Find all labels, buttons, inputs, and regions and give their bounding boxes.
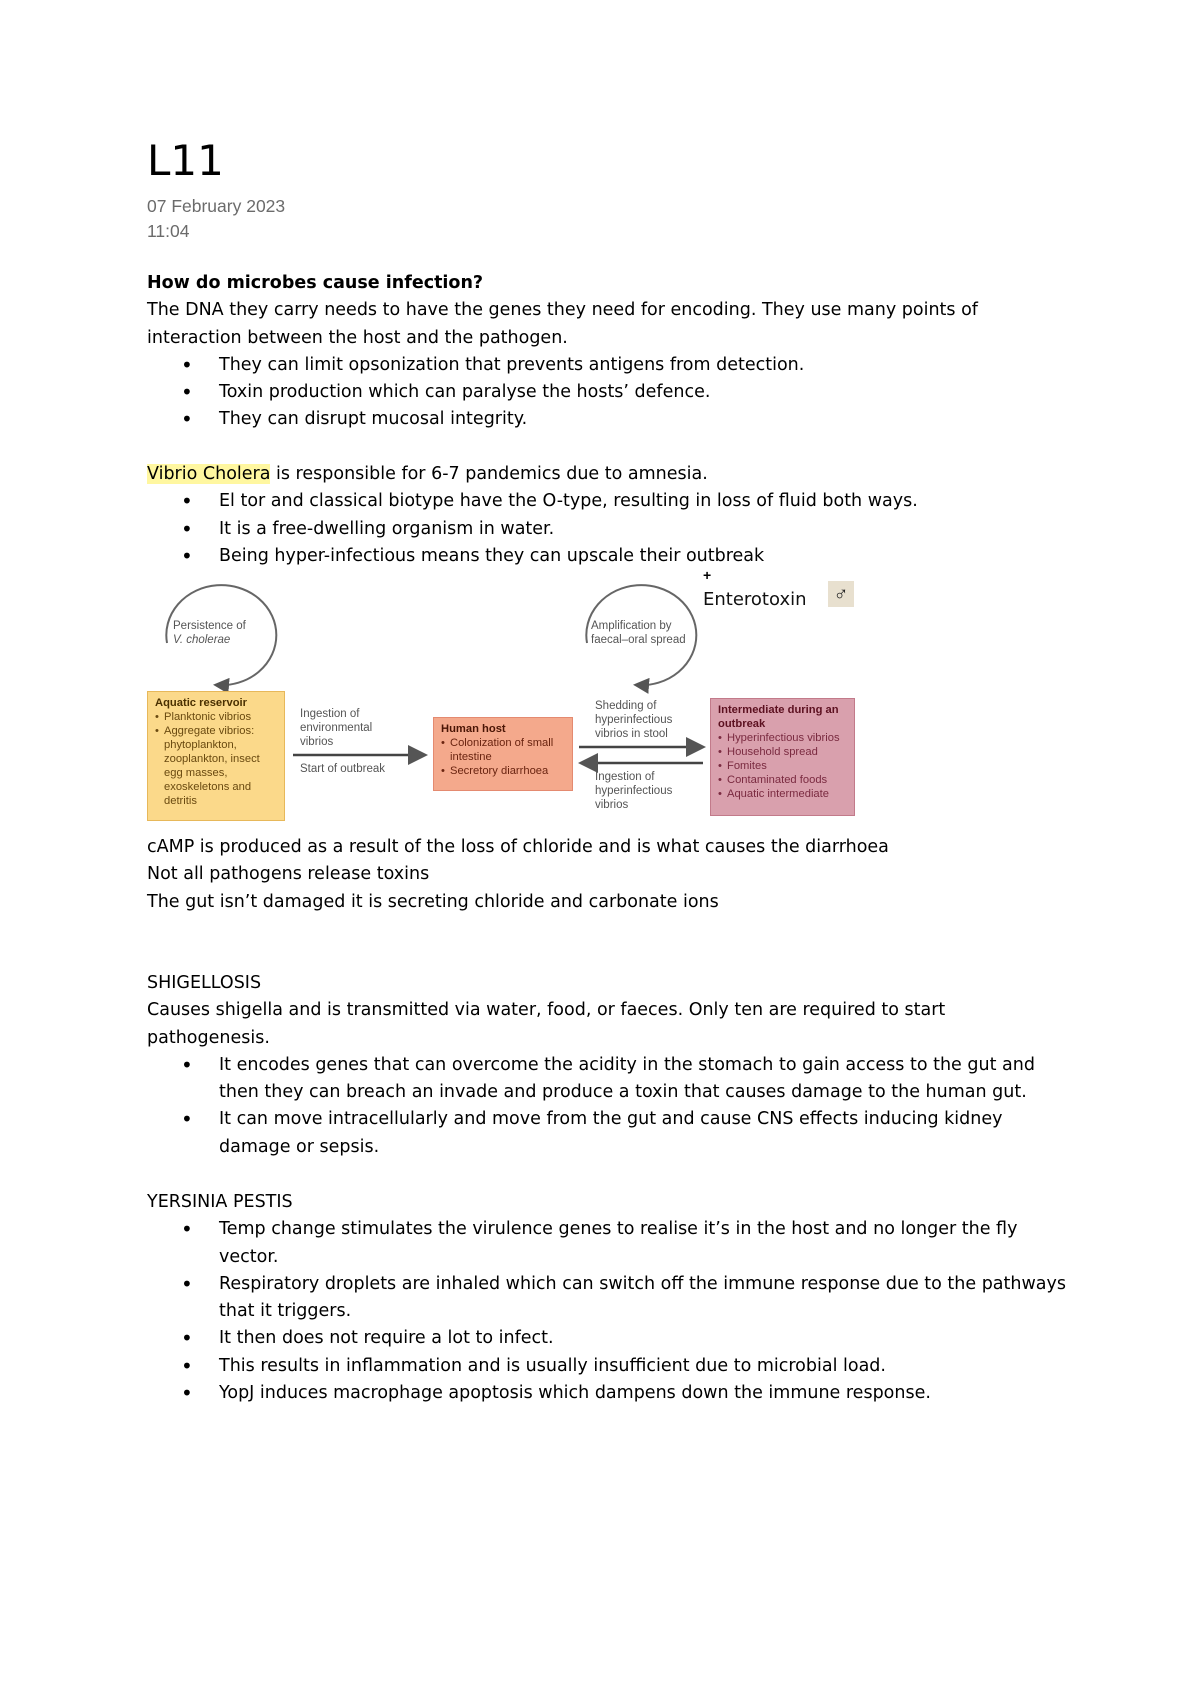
- camp-line: The gut isn’t damaged it is secreting chloride and carbonate ions: [147, 891, 719, 912]
- intro-section: [147, 270, 1067, 434]
- list-item: • Temp change stimulates the virulence genes to realise it’s in the host and no longer the fly vector.: [147, 1216, 1067, 1271]
- cycle-right-line: Amplification by: [591, 620, 672, 632]
- human-host-box: [433, 717, 573, 791]
- list-item: • Planktonic vibrios: [155, 710, 277, 724]
- label-line: vibrios: [595, 799, 629, 811]
- list-item: • It is a free-dwelling organism in water.: [147, 516, 1067, 543]
- label-line: Shedding of: [595, 700, 657, 712]
- cycle-right-label: [591, 619, 686, 647]
- cholera-transmission-diagram: [147, 565, 857, 821]
- camp-section: [147, 834, 1067, 916]
- list-item: • Being hyper-infectious means they can upscale their outbreak: [147, 543, 1067, 570]
- list-item: • YopJ induces macrophage apoptosis which dampens down the immune response.: [147, 1380, 1067, 1407]
- intro-list: [147, 352, 1067, 434]
- list-item: • Colonization of small intestine: [441, 736, 565, 764]
- list-item: • El tor and classical biotype have the O-type, resulting in loss of fluid both ways.: [147, 488, 1067, 515]
- intro-heading: How do microbes cause infection?: [147, 273, 484, 293]
- cholera-list: [147, 488, 1067, 570]
- shedding-label: [595, 699, 672, 741]
- list-item: • Household spread: [718, 745, 847, 759]
- shigellosis-heading: SHIGELLOSIS: [147, 973, 262, 993]
- shigellosis-paragraph: Causes shigella and is transmitted via water, food, or faeces. Only ten are required to start pathogenesis.: [147, 1000, 946, 1048]
- label-line: vibrios: [300, 736, 334, 748]
- shigellosis-list: [147, 1052, 1067, 1161]
- list-item: • Hyperinfectious vibrios: [718, 731, 847, 745]
- page-date: 07 February 2023: [147, 196, 286, 216]
- aquatic-reservoir-box: [147, 691, 285, 821]
- cholera-section: [147, 461, 1067, 570]
- cholera-intro-rest: is responsible for 6-7 pandemics due to amnesia.: [270, 464, 708, 484]
- ingestion-hyper-label: [595, 770, 672, 812]
- cycle-right-line: faecal–oral spread: [591, 634, 686, 646]
- label-line: environmental: [300, 722, 373, 734]
- ingestion-environmental-label: [300, 707, 372, 749]
- label-line: hyperinfectious: [595, 785, 673, 797]
- enterotoxin-label: Enterotoxin: [703, 589, 807, 610]
- page-title: L11: [147, 136, 224, 185]
- intermediate-box: [710, 698, 855, 816]
- start-outbreak-label: Start of outbreak: [300, 763, 386, 775]
- list-item: • It encodes genes that can overcome the acidity in the stomach to gain access to the gut and then they can breach an invade and produce a toxin that causes damage to the human gut.: [147, 1052, 1067, 1107]
- page-time: 11:04: [147, 221, 190, 241]
- label-line: hyperinfectious: [595, 714, 673, 726]
- list-item: • Aggregate vibrios: phytoplankton, zooplankton, insect egg masses, exoskeletons and detritis: [155, 724, 277, 808]
- aquatic-title: Aquatic reservoir: [155, 697, 248, 709]
- list-item: • They can limit opsonization that prevents antigens from detection.: [147, 352, 1067, 379]
- plus-sign: +: [703, 567, 712, 583]
- cycle-left-line: V. cholerae: [173, 634, 231, 646]
- list-item: • This results in inflammation and is usually insufficient due to microbial load.: [147, 1353, 1067, 1380]
- list-item: • Aquatic intermediate: [718, 787, 847, 801]
- yersinia-section: [147, 1189, 1067, 1407]
- label-line: Ingestion of: [300, 708, 360, 720]
- list-item: • Secretory diarrhoea: [441, 764, 565, 778]
- camp-line: cAMP is produced as a result of the loss of chloride and is what causes the diarrhoea: [147, 837, 889, 857]
- list-item: • It then does not require a lot to infect.: [147, 1325, 1067, 1352]
- label-line: Ingestion of: [595, 771, 655, 783]
- list-item: • Fomites: [718, 759, 847, 773]
- yersinia-list: [147, 1216, 1067, 1407]
- list-item: • It can move intracellularly and move from the gut and cause CNS effects inducing kidney damage or sepsis.: [147, 1106, 1067, 1161]
- intro-paragraph: The DNA they carry needs to have the genes they need for encoding. They use many points of interaction between the host and the pathogen.: [147, 300, 978, 348]
- cycle-left-line: Persistence of: [173, 620, 246, 632]
- label-line: vibrios in stool: [595, 728, 668, 740]
- list-item: • Respiratory droplets are inhaled which can switch off the immune response due to the pathways that it triggers.: [147, 1271, 1067, 1326]
- shigellosis-section: [147, 970, 1067, 1161]
- cycle-left-label: [173, 619, 246, 647]
- male-symbol-icon: ♂: [828, 581, 854, 607]
- yersinia-heading: YERSINIA PESTIS: [147, 1192, 293, 1212]
- list-item: • Toxin production which can paralyse the hosts’ defence.: [147, 379, 1067, 406]
- highlighted-text: Vibrio Cholera: [147, 464, 271, 484]
- cholera-intro: [147, 461, 1067, 488]
- list-item: • They can disrupt mucosal integrity.: [147, 406, 1067, 433]
- human-title: Human host: [441, 723, 506, 735]
- camp-line: Not all pathogens release toxins: [147, 864, 430, 885]
- intermediate-title: Intermediate during an outbreak: [718, 704, 839, 730]
- list-item: • Contaminated foods: [718, 773, 847, 787]
